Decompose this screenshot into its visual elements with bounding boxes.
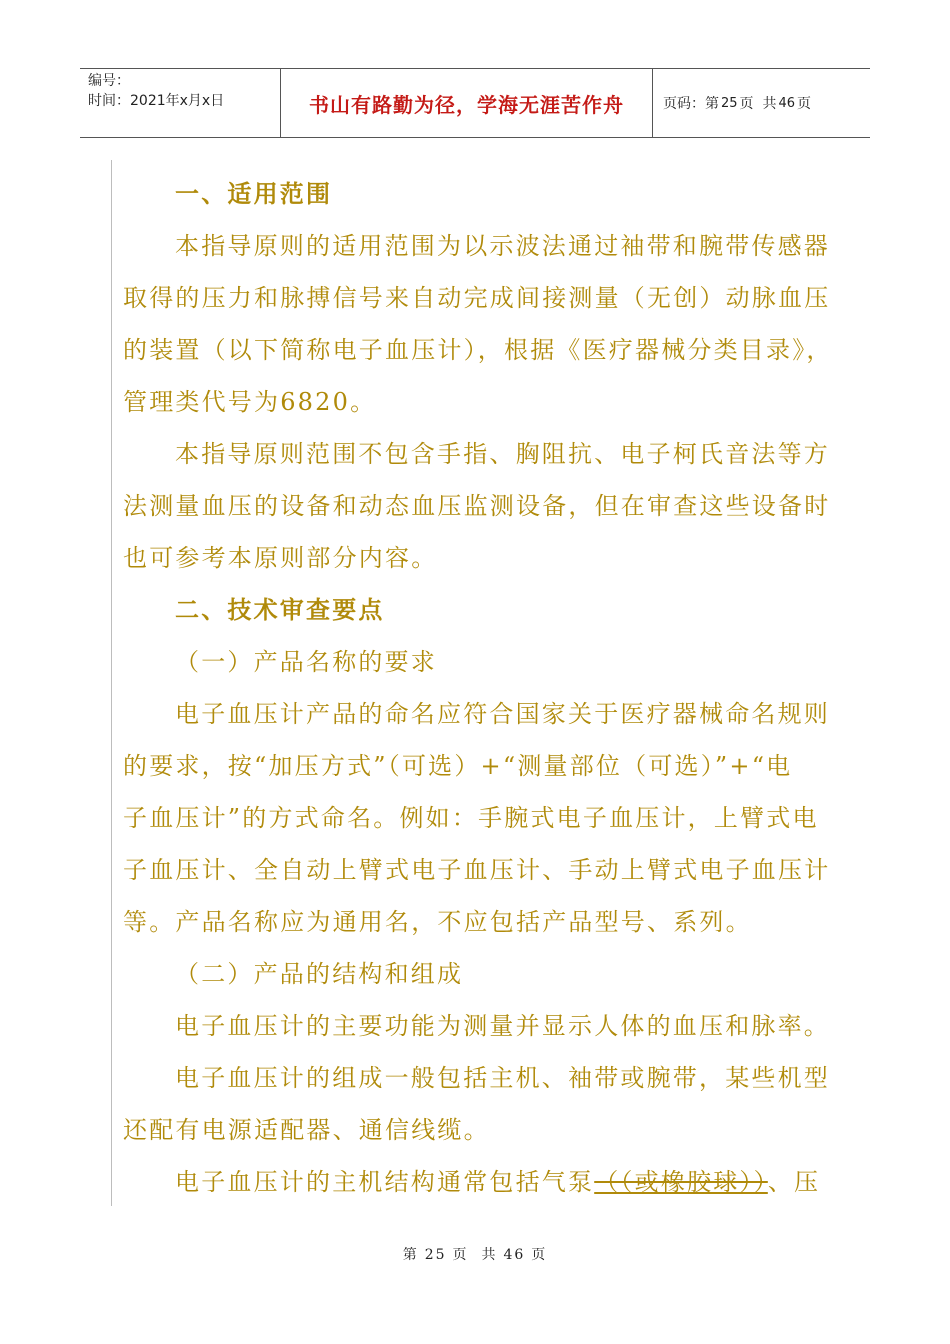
document-body [123, 168, 833, 1208]
page-current: 25 [721, 95, 738, 111]
document-date: 时间：2021年x月x日 [88, 93, 225, 109]
subsection-heading: （一）产品名称的要求 [175, 648, 437, 676]
paragraph-line: 电子血压计的主要功能为测量并显示人体的血压和脉率。 [175, 1012, 830, 1040]
footer-total-pages: 46 [503, 1247, 526, 1263]
subsection-heading: （二）产品的结构和组成 [175, 960, 464, 988]
paragraph-line [123, 1156, 828, 1208]
footer-suffix: 页 [531, 1247, 548, 1263]
paragraph-line: 子血压计”的方式命名。例如：手腕式电子血压计，上臂式电 [123, 804, 819, 832]
left-margin-rule [111, 160, 112, 1206]
section-heading: 二、技术审查要点 [175, 595, 385, 624]
paragraph-line: 的装置（以下简称电子血压计），根据《医疗器械分类目录》， [123, 336, 833, 364]
page-footer [0, 1244, 950, 1264]
paragraph-line: 还配有电源适配器、通信线缆。 [123, 1116, 490, 1144]
section-heading: 一、适用范围 [175, 179, 333, 208]
footer-current-page: 25 [424, 1247, 447, 1263]
paragraph-line: 电子血压计产品的命名应符合国家关于医疗器械命名规则 [175, 700, 830, 728]
page-header [80, 68, 870, 138]
paragraph-line: 电子血压计的组成一般包括主机、袖带或腕带，某些机型 [175, 1064, 830, 1092]
page-total: 46 [778, 95, 795, 111]
revision-struck-text: （（或橡胶球）） [594, 1168, 768, 1196]
paragraph-line: 法测量血压的设备和动态血压监测设备，但在审查这些设备时 [123, 492, 831, 520]
header-page-indicator [653, 69, 870, 137]
paragraph-line: 取得的压力和脉搏信号来自动完成间接测量（无创）动脉血压 [123, 284, 831, 312]
paragraph-line: 子血压计、全自动上臂式电子血压计、手动上臂式电子血压计 [123, 856, 831, 884]
last-line-text: 电子血压计的主机结构通常包括气泵 [175, 1168, 595, 1196]
document-code-label: 编号： [88, 73, 130, 89]
header-meta [80, 69, 281, 137]
paragraph-line: 管理类代号为6820。 [123, 388, 377, 416]
header-motto: 书山有路勤为径，学海无涯苦作舟 [281, 69, 653, 137]
page-prefix: 页码：第 [663, 96, 719, 112]
page-mid: 页 共 [739, 96, 777, 112]
footer-prefix: 第 [402, 1247, 419, 1263]
paragraph-line: 本指导原则的适用范围为以示波法通过袖带和腕带传感器 [175, 232, 830, 260]
last-line-tail: 、压 [767, 1168, 821, 1196]
paragraph-line: 本指导原则范围不包含手指、胸阻抗、电子柯氏音法等方 [175, 440, 830, 468]
paragraph-line: 的要求，按“加压方式”（可选）+“测量部位（可选）”+“电 [123, 752, 793, 780]
footer-mid: 页 共 [452, 1247, 498, 1263]
paragraph-line: 等。产品名称应为通用名，不应包括产品型号、系列。 [123, 908, 752, 936]
page-suffix: 页 [797, 96, 811, 112]
paragraph-line: 也可参考本原则部分内容。 [123, 544, 438, 572]
